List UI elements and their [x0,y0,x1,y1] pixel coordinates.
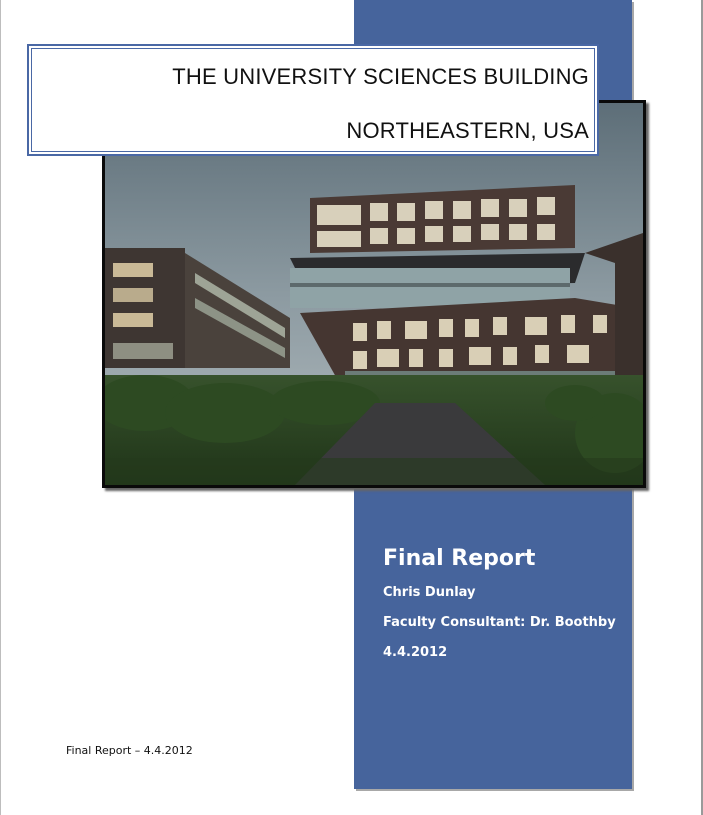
page-footer: Final Report – 4.4.2012 [66,744,193,757]
title-box [27,44,599,156]
foreground-grass [105,458,643,485]
building-photo [102,100,646,488]
page-edge-left [0,0,1,815]
building-title: THE UNIVERSITY SCIENCES BUILDING [172,64,589,89]
report-consultant: Faculty Consultant: Dr. Boothby [383,615,616,630]
report-author: Chris Dunlay [383,585,476,600]
report-title: Final Report [383,546,536,571]
report-info [383,546,616,675]
location-title: NORTHEASTERN, USA [346,118,589,143]
report-date: 4.4.2012 [383,645,448,660]
